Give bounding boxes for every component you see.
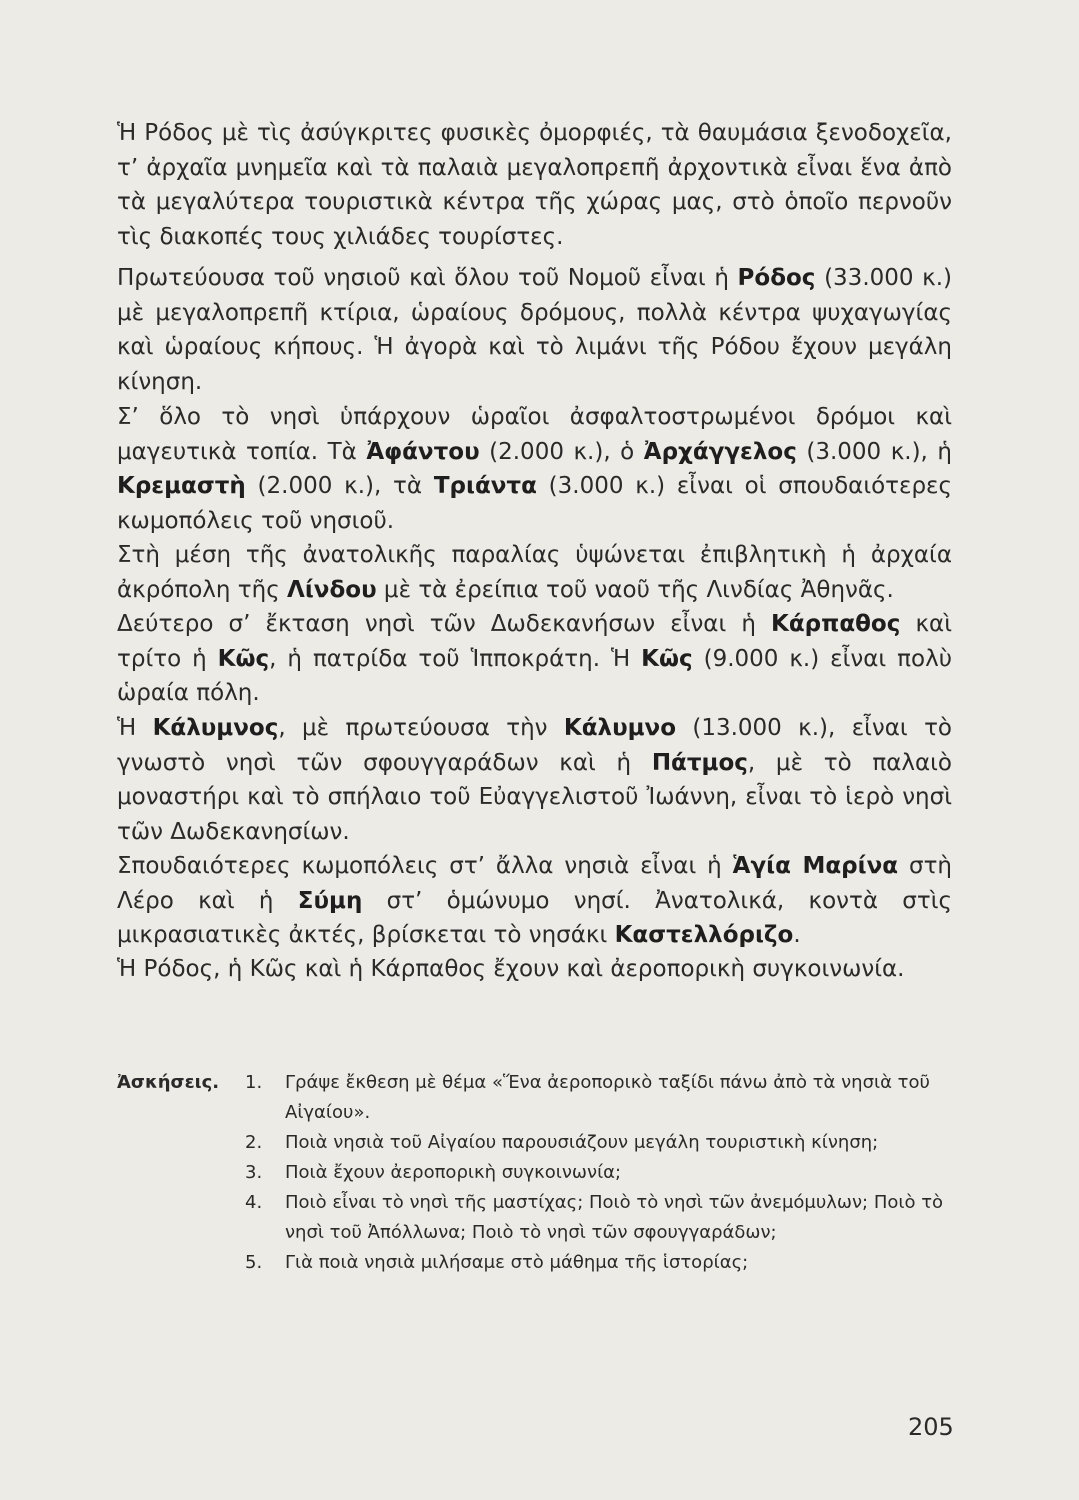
exercises-list bbox=[245, 1068, 955, 1278]
exercises-label: Ἀσκήσεις. bbox=[117, 1072, 220, 1093]
bold-term: Λίνδου bbox=[287, 576, 377, 603]
exercise-item bbox=[245, 1188, 955, 1248]
paragraph-rhodes-intro: Ἡ Ρόδος μὲ τὶς ἀσύγκριτες φυσικὲς ὀμορφιές, τὰ θαυμάσια ξενοδοχεῖα, τ’ ἀρχαῖα μνημεῖα καὶ τὰ παλαιὰ μεγαλοπρεπῆ ἀρχοντικὰ εἶναι ἕνα ἀπὸ τὰ μεγαλύτερα τουριστικὰ κέντρα τῆς χώρας μας, στὸ ὁποῖο περνοῦν τὶς διακοπές τους χιλιάδες τουρίστες. bbox=[117, 120, 952, 250]
exercise-text: Γράψε ἔκθεση μὲ θέμα «Ἕνα ἀεροπορικὸ ταξίδι πάνω ἀπὸ τὰ νησιὰ τοῦ Αἰγαίου». bbox=[285, 1072, 930, 1123]
exercise-text: Ποιὰ ἔχουν ἀεροπορικὴ συγκοινωνία; bbox=[285, 1162, 622, 1183]
bold-term: Κρεμαστὴ bbox=[117, 473, 246, 500]
bold-term: Ρόδος bbox=[737, 265, 816, 291]
bold-term: Κάλυμνος bbox=[152, 715, 279, 741]
bold-term: Κάλυμνο bbox=[563, 715, 676, 741]
paragraph-kalymnos-patmos: Ἡ Κάλυμνος, μὲ πρωτεύουσα τὴν Κάλυμνο (13.000 κ.), εἶναι τὸ γνωστὸ νησὶ τῶν σφουγγαράδων καὶ ἡ Πάτμος, μὲ τὸ παλαιὸ μοναστήρι καὶ τὸ σπήλαιο τοῦ Εὐαγγελιστοῦ Ἰωάννη, εἶναι τὸ ἱερὸ νησὶ τῶν Δωδεκανησίων. bbox=[117, 715, 952, 845]
bold-term: Καστελλόριζο bbox=[614, 922, 794, 949]
paragraph-towns: Σ’ ὅλο τὸ νησὶ ὑπάρχουν ὡραῖοι ἀσφαλτοστρωμένοι δρόμοι καὶ μαγευτικὰ τοπία. Τὰ Ἀφάντου (2.000 κ.), ὁ Ἀρχάγγελος (3.000 κ.), ἡ Κρεμαστὴ (2.000 κ.), τὰ Τριάντα (3.000 κ.) εἶναι οἱ σπουδαιότερες κωμοπόλεις τοῦ νησιοῦ. bbox=[117, 404, 952, 534]
paragraph-air-transport: Ἡ Ρόδος, ἡ Κῶς καὶ ἡ Κάρπαθος ἔχουν καὶ ἀεροπορικὴ συγκοινωνία. bbox=[117, 956, 905, 982]
page-number: 205 bbox=[908, 1413, 954, 1441]
paragraph-lindos: Στὴ μέση τῆς ἀνατολικῆς παραλίας ὑψώνεται ἐπιβλητικὴ ἡ ἀρχαία ἀκρόπολη τῆς Λίνδου μὲ τὰ ἐρείπια τοῦ ναοῦ τῆς Λινδίας Ἀθηνᾶς. bbox=[117, 542, 952, 603]
exercise-number: 3. bbox=[245, 1162, 263, 1183]
exercise-item bbox=[245, 1248, 955, 1278]
bold-term: Πάτμος bbox=[651, 749, 748, 776]
exercise-item bbox=[245, 1158, 955, 1188]
exercise-item bbox=[245, 1068, 955, 1128]
bold-term: Ἀρχάγγελος bbox=[643, 438, 797, 465]
paragraph-other-towns: Σπουδαιότερες κωμοπόλεις στ’ ἄλλα νησιὰ εἶναι ἡ Ἁγία Μαρίνα στὴ Λέρο καὶ ἡ Σύμη στ’ ὁμώνυμο νησί. Ἀνατολικά, κοντὰ στὶς μικρασιατικὲς ἀκτές, βρίσκεται τὸ νησάκι Καστελλόριζο. bbox=[117, 853, 952, 949]
exercise-item bbox=[245, 1128, 955, 1158]
bold-term: Ἀφάντου bbox=[366, 438, 480, 465]
exercise-number: 1. bbox=[245, 1072, 263, 1093]
exercise-text: Ποιὸ εἶναι τὸ νησὶ τῆς μαστίχας; Ποιὸ τὸ νησὶ τῶν ἀνεμόμυλων; Ποιὸ τὸ νησὶ τοῦ Ἀπόλλωνα; Ποιὸ τὸ νησὶ τῶν σφουγγαράδων; bbox=[285, 1192, 944, 1243]
exercise-number: 4. bbox=[245, 1192, 263, 1213]
exercise-number: 2. bbox=[245, 1132, 263, 1153]
bold-term: Ἁγία Μαρίνα bbox=[732, 853, 899, 879]
bold-term: Κῶς bbox=[217, 645, 270, 672]
bold-term: Σύμη bbox=[297, 887, 363, 914]
bold-term: Κάρπαθος bbox=[771, 611, 901, 637]
bold-term: Τριάντα bbox=[433, 473, 537, 500]
bold-term: Κῶς bbox=[641, 645, 693, 672]
exercise-text: Ποιὰ νησιὰ τοῦ Αἰγαίου παρουσιάζουν μεγάλη τουριστικὴ κίνηση; bbox=[285, 1132, 879, 1153]
exercise-text: Γιὰ ποιὰ νησιὰ μιλήσαμε στὸ μάθημα τῆς ἱστορίας; bbox=[285, 1252, 749, 1273]
paragraph-rhodes-capital: Πρωτεύουσα τοῦ νησιοῦ καὶ ὅλου τοῦ Νομοῦ εἶναι ἡ Ρόδος (33.000 κ.) μὲ μεγαλοπρεπῆ κτίρια, ὡραίους δρόμους, πολλὰ κέντρα ψυχαγωγίας καὶ ὡραίους κήπους. Ἡ ἀγορὰ καὶ τὸ λιμάνι τῆς Ρόδου ἔχουν μεγάλη κίνηση. bbox=[117, 265, 952, 395]
exercise-number: 5. bbox=[245, 1252, 263, 1273]
paragraph-karpathos-kos: Δεύτερο σ’ ἔκταση νησὶ τῶν Δωδεκανήσων εἶναι ἡ Κάρπαθος καὶ τρίτο ἡ Κῶς, ἡ πατρίδα τοῦ Ἱπποκράτη. Ἡ Κῶς (9.000 κ.) εἶναι πολὺ ὡραία πόλη. bbox=[117, 611, 953, 707]
